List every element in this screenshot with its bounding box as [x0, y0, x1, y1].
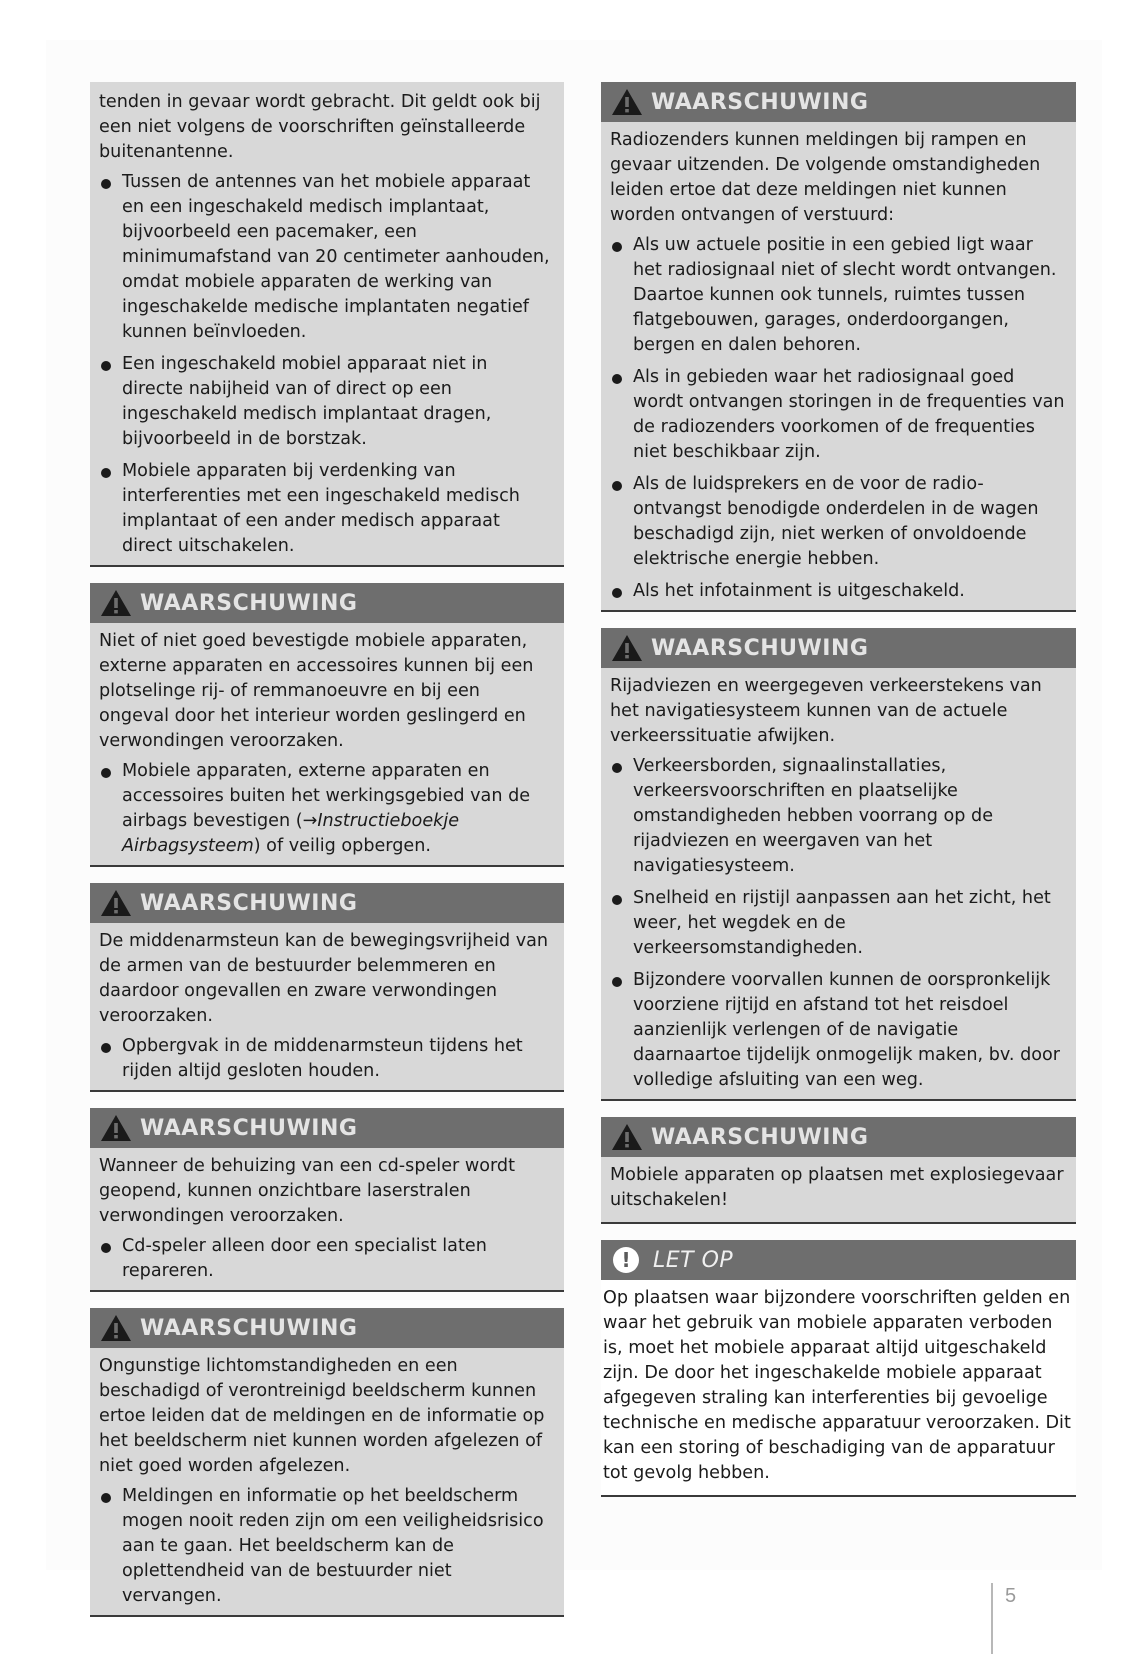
- warning-title: WAARSCHUWING: [651, 635, 869, 661]
- continuation-list: [99, 170, 554, 559]
- warning-triangle-icon: [611, 634, 643, 662]
- list-item: Mobiele apparaten bij verdenking van interferenties met een ingeschakeld medisch implantaat of een ander medisch apparaat direct uitschakelen.: [99, 459, 554, 559]
- warning-box-display: [90, 1308, 564, 1617]
- warning-text: Ongunstige lichtomstandigheden en een beschadigd of verontreinigd beeldscherm kunnen ertoe leiden dat de meldingen en de informatie op het beeldscherm niet kunnen worden afgelezen of niet goed worden afgelezen.: [99, 1356, 545, 1476]
- warning-title: WAARSCHUWING: [140, 1315, 358, 1341]
- warning-text: Mobiele apparaten op plaatsen met explosiegevaar uitschakelen!: [610, 1165, 1064, 1210]
- right-column: [601, 82, 1076, 1497]
- warning-text: De middenarmsteun kan de bewegingsvrijheid van de armen van de bestuurder belemmeren en daardoor ongevallen en zware verwondingen veroorzaken.: [99, 931, 549, 1026]
- warning-list: [610, 754, 1066, 1093]
- warning-header: [90, 1108, 564, 1148]
- warning-header: [601, 628, 1076, 668]
- warning-header: [90, 883, 564, 923]
- warning-triangle-icon: [611, 88, 643, 116]
- list-item: Snelheid en rijstijl aanpassen aan het zicht, het weer, het wegdek en de verkeersomstandigheden.: [610, 886, 1066, 961]
- warning-text: Wanneer de behuizing van een cd-speler wordt geopend, kunnen onzichtbare laserstralen verwondingen veroorzaken.: [99, 1156, 515, 1226]
- warning-title: WAARSCHUWING: [651, 89, 869, 115]
- warning-list: [99, 1034, 554, 1084]
- list-item: Als de luidsprekers en de voor de radio-ontvangst benodigde onderdelen in de wagen beschadigd zijn, niet werken of onvoldoende elektrische energie hebben.: [610, 472, 1066, 572]
- warning-text: Rijadviezen en weergegeven verkeerstekens van het navigatiesysteem kunnen van de actuele verkeerssituatie afwijken.: [610, 676, 1042, 746]
- warning-header: [601, 82, 1076, 122]
- list-item: Opbergvak in de middenarmsteun tijdens het rijden altijd gesloten houden.: [99, 1034, 554, 1084]
- list-item: Meldingen en informatie op het beeldscherm mogen nooit reden zijn om een veiligheidsrisico aan te gaan. Het beeldscherm kan de oplettendheid van de bestuurder niet vervangen.: [99, 1484, 554, 1609]
- arrow-right-icon: →: [302, 811, 318, 831]
- continuation-text: tenden in gevaar wordt gebracht. Dit geldt ook bij een niet volgens de voorschriften geïnstalleerde buitenantenne.: [99, 92, 541, 162]
- list-item: Tussen de antennes van het mobiele apparaat en een ingeschakeld medisch implantaat, bijvoorbeeld een pacemaker, een minimumafstand van 20 centimeter aanhouden, omdat mobiele apparaten de werking van ingeschakelde medische implantaten negatief kunnen beïnvloeden.: [99, 170, 554, 345]
- note-header: [601, 1240, 1076, 1280]
- left-column: [90, 82, 564, 1633]
- exclamation-circle-icon: !: [613, 1247, 639, 1273]
- warning-title: WAARSCHUWING: [140, 590, 358, 616]
- list-item: Als uw actuele positie in een gebied ligt waar het radiosignaal niet of slecht wordt ontvangen. Daartoe kunnen ook tunnels, ruimtes tussen flatgebouwen, garages, onderdoorgangen, bergen en dalen behoren.: [610, 233, 1066, 358]
- warning-triangle-icon: [100, 1114, 132, 1142]
- warning-continuation: [90, 82, 564, 567]
- note-title: LET OP: [653, 1247, 734, 1273]
- warning-box-radio: [601, 82, 1076, 612]
- warning-box-explosion: [601, 1117, 1076, 1224]
- list-item: [99, 759, 554, 859]
- bullet-text: Mobiele apparaten, externe apparaten en accessoires buiten het werkingsgebied van de airbags bevestigen (: [122, 761, 531, 831]
- list-item: Bijzondere voorvallen kunnen de oorspronkelijk voorziene rijtijd en afstand tot het reisdoel aanzienlijk verlengen of de navigatie daarnaartoe tijdelijk onmogelijk maken, bv. door volledige afsluiting van een weg.: [610, 968, 1066, 1093]
- warning-title: WAARSCHUWING: [651, 1124, 869, 1150]
- page-number: 5: [1005, 1585, 1017, 1607]
- cross-reference-link[interactable]: Instructieboekje Airbagsysteem: [122, 811, 460, 856]
- warning-triangle-icon: [100, 589, 132, 617]
- warning-header: [90, 583, 564, 623]
- warning-list: [99, 1234, 554, 1284]
- warning-header: [90, 1308, 564, 1348]
- warning-list: [99, 1484, 554, 1609]
- list-item: Een ingeschakeld mobiel apparaat niet in directe nabijheid van of direct op een ingeschakeld medisch implantaat dragen, bijvoorbeeld in de borstzak.: [99, 352, 554, 452]
- warning-list: [610, 233, 1066, 604]
- warning-box-mounting: [90, 583, 564, 867]
- warning-list: [99, 759, 554, 859]
- warning-title: WAARSCHUWING: [140, 890, 358, 916]
- page-number-divider: [991, 1583, 993, 1654]
- note-box: [601, 1240, 1076, 1497]
- warning-text: Radiozenders kunnen meldingen bij rampen en gevaar uitzenden. De volgende omstandigheden leiden ertoe dat deze meldingen niet kunnen worden ontvangen of verstuurd:: [610, 130, 1041, 225]
- warning-title: WAARSCHUWING: [140, 1115, 358, 1141]
- warning-triangle-icon: [611, 1123, 643, 1151]
- warning-box-navigation: [601, 628, 1076, 1101]
- list-item: Als in gebieden waar het radiosignaal goed wordt ontvangen storingen in de frequenties van de radiozenders voorkomen of de frequenties niet beschikbaar zijn.: [610, 365, 1066, 465]
- note-text: Op plaatsen waar bijzondere voorschriften gelden en waar het gebruik van mobiele apparaten verboden is, moet het mobiele apparaat altijd uitgeschakeld zijn. De door het ingeschakelde mobiele apparaat afgegeven straling kan interferenties bij gevoelige technische en medische apparatuur veroorzaken. Dit kan een storing of beschadiging van de apparatuur tot gevolg hebben.: [603, 1288, 1071, 1483]
- list-item: Als het infotainment is uitgeschakeld.: [610, 579, 1066, 604]
- warning-triangle-icon: [100, 889, 132, 917]
- warning-box-armrest: [90, 883, 564, 1092]
- list-item: Verkeersborden, signaalinstallaties, verkeersvoorschriften en plaatselijke omstandigheden hebben voorrang op de rijadviezen en weergaven van het navigatiesysteem.: [610, 754, 1066, 879]
- list-item: Cd-speler alleen door een specialist laten repareren.: [99, 1234, 554, 1284]
- warning-header: [601, 1117, 1076, 1157]
- bullet-text-end: ) of veilig opbergen.: [253, 836, 431, 856]
- warning-triangle-icon: [100, 1314, 132, 1342]
- warning-box-cd-player: [90, 1108, 564, 1292]
- warning-text: Niet of niet goed bevestigde mobiele apparaten, externe apparaten en accessoires kunnen bij een plotselinge rij- of remmanoeuvre en bij een ongeval door het interieur worden geslingerd en verwondingen veroorzaken.: [99, 631, 534, 751]
